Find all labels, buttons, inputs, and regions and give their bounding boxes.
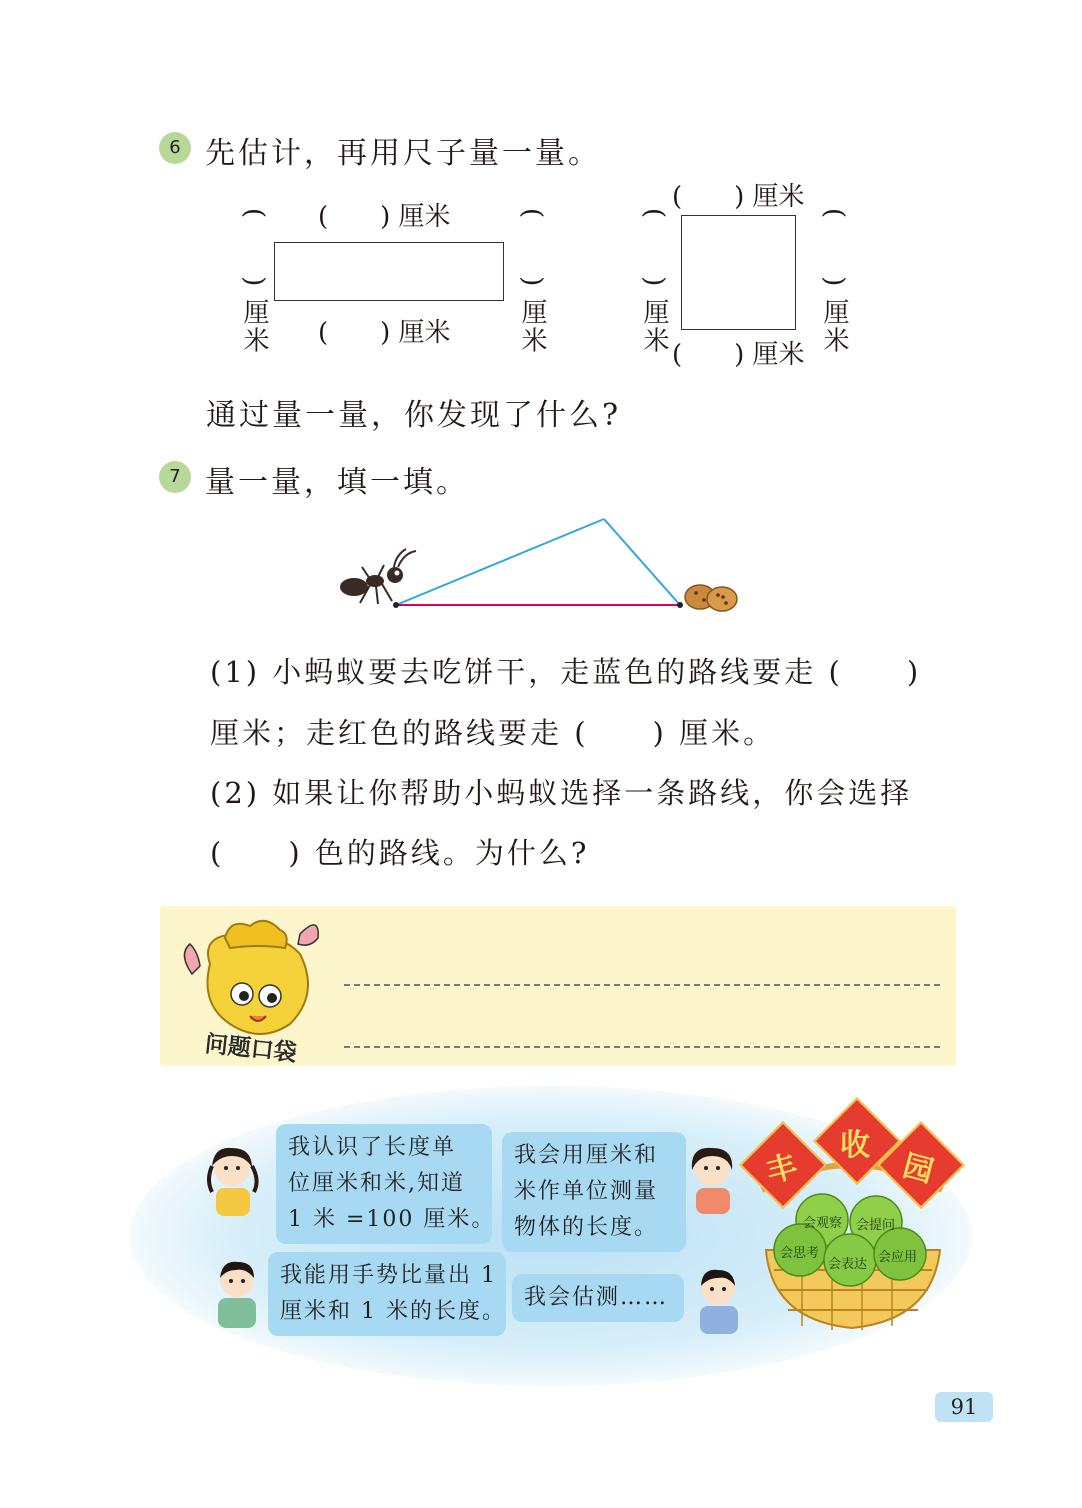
rect-right-label: ( ) 厘米 — [517, 208, 547, 355]
sign-char-2: 收 — [840, 1128, 870, 1163]
question-7-part1-line1: (1) 小蚂蚁要去吃饼干，走蓝色的路线要走 ( ) — [210, 655, 922, 689]
rect-bottom-label: ( ) 厘米 — [318, 318, 451, 348]
apple-label-observe: 会观察 — [803, 1216, 843, 1231]
blue-route-segment-2 — [604, 519, 680, 605]
bubble-3-line-1: 我能用手势比量出 1 — [280, 1263, 497, 1288]
girl-2-avatar-icon — [676, 1140, 746, 1216]
square-shape — [681, 215, 796, 330]
square-bottom-label: ( ) 厘米 — [672, 340, 805, 370]
sign-char-1: 丰 — [762, 1148, 801, 1191]
rect-left-label: ( ) 厘米 — [239, 208, 269, 355]
question-6-title: 先估计，再用尺子量一量。 — [205, 136, 601, 171]
speech-bubble-2 — [502, 1132, 686, 1252]
bubble-1-line-1: 我认识了长度单 — [288, 1135, 457, 1160]
speech-bubble-4 — [512, 1274, 684, 1322]
pocket-label: 问题口袋 — [203, 1031, 298, 1067]
bubble-1-line-3: 1 米 =100 厘米。 — [288, 1207, 496, 1232]
question-number-7: 7 — [159, 461, 191, 493]
bubble-4-line-1: 我会估测…… — [524, 1285, 669, 1310]
biscuit-icon — [685, 585, 737, 611]
apple-label-apply: 会应用 — [878, 1250, 918, 1265]
question-7-part2-line1: (2) 如果让你帮助小蚂蚁选择一条路线，你会选择 — [210, 776, 913, 810]
apple-label-express: 会表达 — [828, 1257, 868, 1272]
apple-label-ask: 会提问 — [856, 1218, 896, 1233]
bubble-1-line-2: 位厘米和米,知道 — [288, 1171, 465, 1196]
bubble-2-line-1: 我会用厘米和 — [514, 1143, 659, 1168]
bubble-2-line-3: 物体的长度。 — [514, 1215, 659, 1240]
ant-icon — [340, 549, 416, 604]
square-right-label: ( ) 厘米 — [819, 208, 849, 355]
bubble-3-line-2: 厘米和 1 米的长度。 — [280, 1299, 506, 1324]
square-top-label: ( ) 厘米 — [672, 182, 805, 212]
rectangle-shape — [274, 242, 504, 301]
boy-2-avatar-icon — [684, 1262, 748, 1334]
square-left-label: ( ) 厘米 — [639, 208, 669, 355]
blue-route-segment-1 — [396, 519, 604, 605]
ant-route-diagram — [330, 505, 750, 625]
boy-avatar-icon — [206, 1254, 268, 1328]
page-number: 91 — [935, 1392, 993, 1422]
girl-avatar-icon — [198, 1140, 268, 1218]
bubble-2-line-2: 米作单位测量 — [514, 1179, 659, 1204]
speech-bubble-1 — [276, 1124, 496, 1244]
apple-label-think: 会思考 — [780, 1246, 820, 1261]
question-7-part2-line2: ( ) 色的路线。为什么? — [210, 836, 590, 870]
question-number-6: 6 — [159, 132, 191, 164]
rect-top-label: ( ) 厘米 — [318, 202, 451, 232]
speech-bubble-3 — [268, 1252, 506, 1336]
question-7-title: 量一量，填一填。 — [205, 465, 469, 500]
question-7-part1-line2: 厘米；走红色的路线要走 ( ) 厘米。 — [210, 716, 776, 750]
pocket-mascot-icon — [170, 904, 330, 1044]
answer-line-1[interactable] — [344, 984, 940, 986]
sign-char-3: 园 — [899, 1148, 938, 1191]
answer-line-2[interactable] — [344, 1046, 940, 1048]
question-6-prompt: 通过量一量，你发现了什么? — [206, 398, 622, 433]
